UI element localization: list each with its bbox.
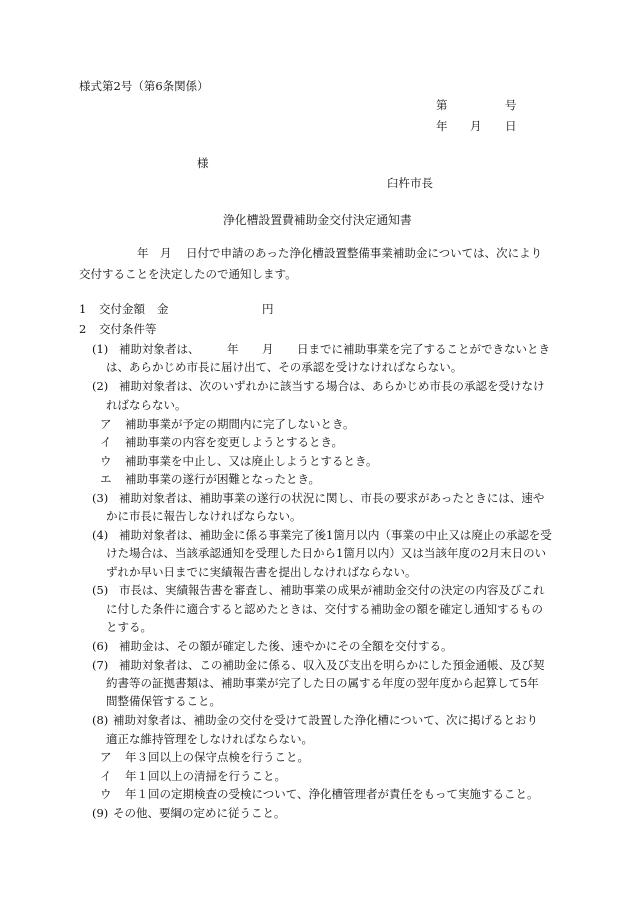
section1-number: 1 xyxy=(79,302,87,316)
cond2-u: 補助事業を中止し、又は廃止しようとするとき。 xyxy=(125,454,378,468)
cond2-a-mark: ア xyxy=(100,417,112,431)
section2-label: 交付条件等 xyxy=(99,322,157,336)
cond8-u-mark: ウ xyxy=(100,787,112,801)
cond5-number: (5) xyxy=(92,583,109,597)
cond3-line2: かに市長に報告しなければならない。 xyxy=(106,509,302,523)
form-id: 様式第2号（第6条関係） xyxy=(79,79,209,93)
cond2-i-mark: イ xyxy=(100,435,112,449)
cond3-number: (3) xyxy=(92,491,109,505)
cond2-line2: ればならない。 xyxy=(106,398,187,412)
date-day: 日 xyxy=(505,119,517,133)
cond1-year: 年 xyxy=(227,342,239,356)
cond8-number: (8) xyxy=(92,713,109,727)
cond7-line1: 補助対象者は、この補助金に係る、収入及び支出を明らかにした預金通帳、及び契 xyxy=(119,658,545,672)
addressee-suffix: 様 xyxy=(197,156,209,170)
cond8-u: 年１回の定期検査の受検について、浄化槽管理者が責任をもって実施すること。 xyxy=(125,787,539,801)
cond2-a: 補助事業が予定の期間内に完了しないとき。 xyxy=(125,417,355,431)
cond6-number: (6) xyxy=(92,639,109,653)
cond2-line1: 補助対象者は、次のいずれかに該当する場合は、あらかじめ市長の承認を受けなけ xyxy=(119,379,545,393)
cond2-e-mark: エ xyxy=(100,472,112,486)
intro-line1: 日付で申請のあった浄化槽設置整備事業補助金については、次により xyxy=(186,246,543,260)
date-month: 月 xyxy=(470,119,482,133)
amount-prefix: 金 xyxy=(157,302,169,316)
cond7-line2: 約書等の証拠書類は、補助事業が完了した日の属する年度の翌年度から起算して5年 xyxy=(106,676,539,690)
cond8-a-mark: ア xyxy=(100,750,112,764)
intro-year: 年 xyxy=(137,246,149,260)
number-suffix: 号 xyxy=(505,98,517,112)
cond4-line1: 補助対象者は、補助金に係る事業完了後1箇月以内（事業の中止又は廃止の承認を受 xyxy=(119,528,552,542)
cond1-line1a: 補助対象者は、 xyxy=(119,342,200,356)
cond5-line1: 市長は、実績報告書を審査し、補助事業の成果が補助金交付の決定の内容及びこれ xyxy=(119,583,545,597)
cond1-month: 月 xyxy=(262,342,274,356)
cond8-line1: 補助対象者は、補助金の交付を受けて設置した浄化槽について、次に掲げるとおり xyxy=(113,713,539,727)
sender: 臼杵市長 xyxy=(387,176,433,190)
cond7-number: (7) xyxy=(92,658,109,672)
cond1-line1d: 日までに補助事業を完了することができないとき xyxy=(297,342,550,356)
cond9-line1: その他、要綱の定めに従うこと。 xyxy=(113,806,286,820)
cond8-a: 年３回以上の保守点検を行うこと。 xyxy=(125,750,309,764)
cond2-u-mark: ウ xyxy=(100,454,112,468)
cond8-i: 年１回以上の清掃を行うこと。 xyxy=(125,769,286,783)
cond5-line2: に付した条件に適合すると認めたときは、交付する補助金の額を確定し通知するもの xyxy=(106,602,543,616)
cond4-line2: けた場合は、当該承認通知を受理した日から1箇月以内）又は当該年度の2月末日のい xyxy=(106,546,547,560)
intro-line2: 交付することを決定したので通知します。 xyxy=(79,267,297,281)
number-prefix: 第 xyxy=(436,98,448,112)
cond1-number: (1) xyxy=(92,342,109,356)
cond9-number: (9) xyxy=(92,806,109,820)
cond3-line1: 補助対象者は、補助事業の遂行の状況に関し、市長の要求があったときには、速や xyxy=(119,491,545,505)
cond7-line3: 間整備保管すること。 xyxy=(106,694,221,708)
cond1-line2: は、あらかじめ市長に届け出て、その承認を受けなければならない。 xyxy=(106,360,463,374)
cond2-number: (2) xyxy=(92,379,109,393)
section1-label: 交付金額 xyxy=(99,302,145,316)
section2-number: 2 xyxy=(79,322,87,336)
amount-suffix: 円 xyxy=(262,302,274,316)
date-year: 年 xyxy=(436,119,448,133)
cond4-line3: ずれか早い日までに実績報告書を提出しなければならない。 xyxy=(106,565,417,579)
cond5-line3: とする。 xyxy=(106,620,152,634)
cond2-i: 補助事業の内容を変更しようとするとき。 xyxy=(125,435,344,449)
cond8-line2: 適正な維持管理をしなければならない。 xyxy=(106,732,313,746)
cond2-e: 補助事業の遂行が困難となったとき。 xyxy=(125,472,321,486)
cond8-i-mark: イ xyxy=(100,769,112,783)
cond4-number: (4) xyxy=(92,528,109,542)
page-title: 浄化槽設置費補助金交付決定通知書 xyxy=(223,213,412,227)
intro-month: 月 xyxy=(160,246,172,260)
cond6-line1: 補助金は、その額が確定した後、速やかにその全額を交付する。 xyxy=(119,639,453,653)
